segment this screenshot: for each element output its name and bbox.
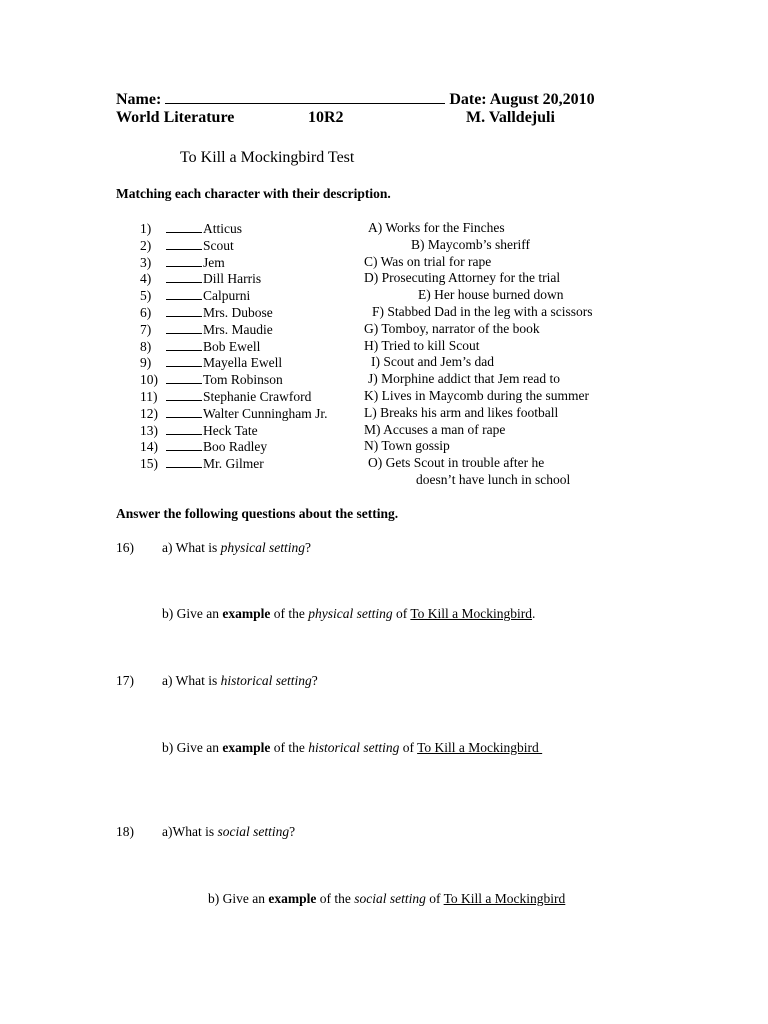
description-item: L) Breaks his arm and likes football	[364, 404, 559, 420]
answer-blank[interactable]	[166, 439, 202, 451]
answer-blank[interactable]	[166, 339, 202, 351]
character-name: Bob Ewell	[203, 338, 261, 354]
description-item: A) Works for the Finches	[368, 220, 505, 235]
item-number: 11)	[140, 389, 158, 404]
question-b-prefix: b) Give an	[162, 740, 223, 755]
list-item	[140, 238, 234, 253]
question-b	[162, 741, 542, 755]
book-title: To Kill a Mockingbird	[443, 891, 566, 906]
question-a-suffix: ?	[311, 673, 318, 688]
character-name: Calpurni	[203, 288, 251, 304]
answer-blank[interactable]	[166, 221, 202, 233]
answer-blank[interactable]	[166, 288, 202, 300]
description-item: O) Gets Scout in trouble after he	[368, 455, 545, 471]
question-a-term: social setting	[217, 824, 290, 839]
course-label: World Literature	[116, 109, 235, 126]
item-number: 4)	[140, 271, 152, 287]
question-b-mid: of the	[316, 891, 355, 906]
question-b	[208, 892, 565, 906]
character-name: Boo Radley	[203, 439, 268, 455]
description-item: doesn’t have lunch in school	[416, 472, 571, 487]
list-item	[140, 339, 260, 354]
list-item	[140, 271, 261, 286]
item-number: 15)	[140, 456, 158, 472]
name-label: Name:	[116, 91, 162, 108]
item-number: 6)	[140, 305, 152, 320]
name-row	[116, 90, 595, 108]
item-number: 10)	[140, 372, 158, 388]
question-b	[162, 607, 535, 621]
item-number: 12)	[140, 405, 158, 421]
description-item: G) Tomboy, narrator of the book	[364, 320, 540, 336]
teacher-label: M. Valldejuli	[466, 109, 555, 126]
question-a-suffix: ?	[289, 824, 296, 839]
description-item: N) Town gossip	[364, 438, 450, 454]
character-name: Tom Robinson	[203, 372, 283, 388]
description-item: M) Accuses a man of rape	[364, 421, 506, 437]
question-a-prefix: a) What is	[162, 540, 221, 555]
book-title: To Kill a Mockingbird	[410, 606, 533, 621]
character-name: Jem	[203, 254, 225, 270]
description-item: H) Tried to kill Scout	[364, 337, 480, 353]
list-item	[140, 423, 258, 438]
date-label: Date: August 20,2010	[449, 91, 595, 108]
question-a	[162, 825, 295, 839]
character-name: Heck Tate	[203, 422, 258, 438]
item-number: 3)	[140, 254, 152, 270]
character-name: Stephanie Crawford	[203, 389, 312, 404]
question-b-prefix: b) Give an	[208, 891, 269, 906]
description-item: I) Scout and Jem’s dad	[371, 354, 494, 370]
question-number: 17)	[116, 673, 134, 688]
item-number: 14)	[140, 439, 158, 455]
question-b-of: of	[399, 740, 418, 755]
answer-blank[interactable]	[166, 271, 202, 283]
list-item	[140, 305, 273, 320]
question-number: 18)	[116, 824, 134, 839]
answer-blank[interactable]	[166, 305, 202, 317]
list-item	[140, 389, 311, 404]
answer-blank[interactable]	[166, 255, 202, 267]
question-b-end: .	[532, 606, 536, 621]
question-a-prefix: a)What is	[162, 824, 218, 839]
question-a	[162, 541, 311, 555]
answer-blank[interactable]	[166, 456, 202, 468]
answer-blank[interactable]	[166, 355, 202, 367]
list-item	[140, 355, 282, 370]
question-number: 16)	[116, 540, 134, 555]
description-item: F) Stabbed Dad in the leg with a scissors	[372, 304, 593, 319]
book-title: To Kill a Mockingbird	[417, 740, 543, 755]
character-name: Atticus	[203, 221, 242, 236]
list-item	[140, 322, 273, 337]
answer-blank[interactable]	[166, 322, 202, 334]
list-item	[140, 221, 242, 236]
setting-instructions: Answer the following questions about the setting.	[116, 506, 399, 521]
description-item: D) Prosecuting Attorney for the trial	[364, 270, 561, 286]
answer-blank[interactable]	[166, 372, 202, 384]
character-name: Mayella Ewell	[203, 355, 283, 371]
character-name: Mrs. Maudie	[203, 321, 273, 337]
item-number: 13)	[140, 422, 158, 438]
question-a-term: physical setting	[220, 540, 305, 555]
question-a	[162, 674, 318, 688]
description-item: E) Her house burned down	[418, 287, 564, 303]
question-a-suffix: ?	[304, 540, 311, 555]
question-b-term: social setting	[354, 891, 426, 906]
character-name: Dill Harris	[203, 271, 262, 287]
question-b-term: physical setting	[308, 606, 393, 621]
question-b-of: of	[392, 606, 411, 621]
question-b-term: historical setting	[308, 740, 400, 755]
matching-instructions: Matching each character with their description.	[116, 186, 391, 201]
item-number: 5)	[140, 288, 152, 304]
character-name: Walter Cunningham Jr.	[203, 405, 328, 421]
character-name: Mrs. Dubose	[203, 305, 273, 320]
answer-blank[interactable]	[166, 389, 202, 401]
character-name: Mr. Gilmer	[203, 456, 264, 472]
item-number: 8)	[140, 338, 152, 354]
question-b-of: of	[425, 891, 444, 906]
list-item	[140, 439, 267, 454]
question-b-bold: example	[268, 891, 317, 906]
description-item: J) Morphine addict that Jem read to	[368, 371, 560, 387]
description-item: B) Maycomb’s sheriff	[411, 236, 530, 252]
description-item: C) Was on trial for rape	[364, 253, 492, 269]
item-number: 2)	[140, 237, 152, 253]
question-b-bold: example	[222, 606, 271, 621]
list-item	[140, 456, 264, 471]
answer-blank[interactable]	[166, 406, 202, 418]
item-number: 9)	[140, 355, 152, 371]
list-item	[140, 372, 283, 387]
question-b-mid: of the	[270, 606, 309, 621]
question-b-prefix: b) Give an	[162, 606, 223, 621]
list-item	[140, 288, 250, 303]
name-blank-line[interactable]	[165, 90, 445, 104]
list-item	[140, 255, 225, 270]
answer-blank[interactable]	[166, 238, 202, 250]
question-b-bold: example	[222, 740, 271, 755]
character-name: Scout	[203, 237, 234, 253]
page-title: To Kill a Mockingbird Test	[180, 149, 355, 166]
question-b-mid: of the	[270, 740, 309, 755]
list-item	[140, 406, 328, 421]
section-label: 10R2	[308, 109, 344, 126]
question-a-prefix: a) What is	[162, 673, 221, 688]
answer-blank[interactable]	[166, 423, 202, 435]
question-a-term: historical setting	[220, 673, 312, 688]
item-number: 7)	[140, 321, 152, 337]
description-item: K) Lives in Maycomb during the summer	[364, 388, 589, 403]
item-number: 1)	[140, 221, 152, 236]
